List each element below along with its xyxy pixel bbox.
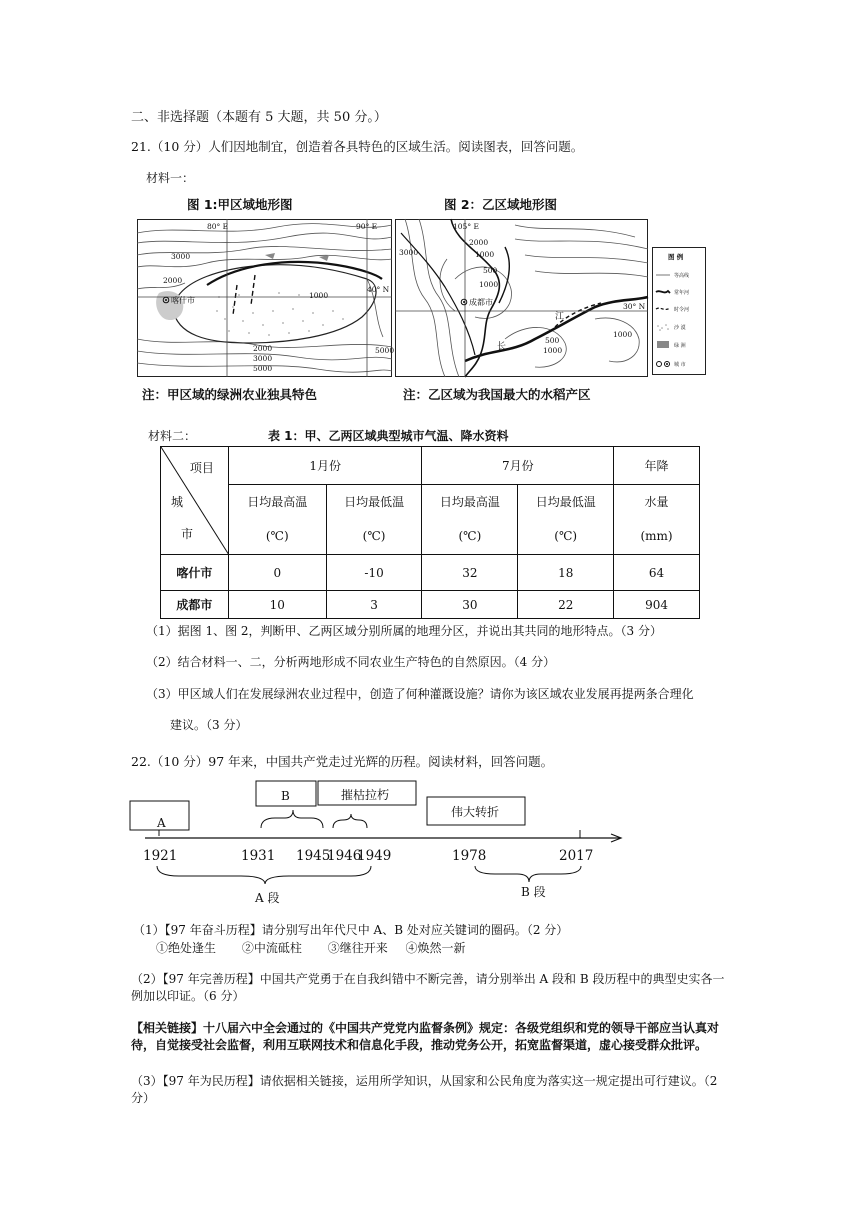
legend-title: 图 例	[668, 253, 684, 261]
city-cell: 喀什市	[161, 555, 229, 591]
fig2-c1000c: 1000	[543, 346, 563, 355]
year-1949: 1949	[357, 848, 392, 864]
year-1978: 1978	[452, 848, 487, 864]
value-cell: 32	[422, 555, 518, 591]
fig2-lat: 30° N	[623, 302, 646, 311]
jan-header: 1月份	[228, 447, 422, 485]
segment-b-label: B 段	[521, 885, 546, 899]
material1-label: 材料一：	[146, 171, 195, 185]
jan-min-header: 日均最低温	[326, 485, 422, 519]
value-cell: 30	[422, 591, 518, 619]
year-1921: 1921	[143, 848, 178, 864]
fig1-note: 注：甲区域的绿洲农业独具特色	[142, 387, 318, 402]
table-row	[161, 555, 700, 591]
fig1-r5000: 5000	[375, 346, 395, 355]
option-item: ④焕然一新	[405, 941, 466, 955]
fig2-c500b: 500	[545, 336, 560, 345]
precip-header-2: 水量	[614, 485, 700, 519]
fig2-c1000b: 1000	[479, 280, 499, 289]
value-cell: 18	[518, 555, 614, 591]
table-title: 表 1：甲、乙两区域典型城市气温、降水资料	[268, 429, 509, 443]
material2-label: 材料二：	[148, 429, 197, 443]
corner-item-label: 项目	[189, 461, 214, 475]
fig1-title: 图 1:甲区域地形图	[187, 197, 293, 212]
box-d-label: 伟大转折	[451, 805, 500, 819]
precip-unit: (mm)	[614, 519, 700, 555]
fig2-c1000a: 1000	[475, 250, 495, 259]
q22-sub1: （1）【97 年奋斗历程】请分别写出年代尺中 A、B 处对应关键词的圈码。（2 分）	[133, 923, 569, 937]
option-item: ①绝处逢生	[156, 941, 217, 955]
value-cell: 22	[518, 591, 614, 619]
fig1-c3000: 3000	[171, 252, 191, 261]
fig2-c500a: 500	[483, 266, 498, 275]
q22-intro: 22.（10 分）97 年来，中国共产党走过光辉的历程。阅读材料，回答问题。	[131, 754, 554, 769]
jan-max-header: 日均最高温	[228, 485, 326, 519]
value-cell: 0	[228, 555, 326, 591]
legend-item: 常年河	[674, 290, 690, 296]
year-1931: 1931	[241, 848, 276, 864]
fig1-map	[137, 219, 395, 377]
q21-sub1: （1）据图 1、图 2，判断甲、乙两区域分别所属的地理分区，并说出其共同的地形特点。（3 分）	[146, 624, 662, 638]
year-1946: 1946	[327, 848, 362, 864]
climate-table	[160, 446, 700, 619]
oasis-icon	[657, 341, 669, 348]
fig1-c1000: 1000	[309, 291, 329, 300]
legend-item: 时令河	[674, 307, 690, 313]
table-corner	[161, 447, 229, 555]
box-a-label: A	[157, 816, 166, 830]
fig2-city: 成都市	[469, 298, 493, 307]
value-cell: 3	[326, 591, 422, 619]
jul-max-header: 日均最高温	[422, 485, 518, 519]
fig1-city: 喀什市	[171, 296, 195, 305]
q21-sub3-cont: 建议。（3 分）	[170, 718, 248, 732]
option-item: ③继往开来	[327, 941, 388, 955]
value-cell: 904	[614, 591, 700, 619]
option-item: ②中流砥柱	[241, 941, 302, 955]
value-cell: -10	[326, 555, 422, 591]
unit-cell: (℃)	[326, 519, 422, 555]
q21-intro: 21.（10 分）人们因地制宜，创造着各具特色的区域生活。阅读图表，回答问题。	[131, 139, 584, 154]
city-cell: 成都市	[161, 591, 229, 619]
fig1-b5000: 5000	[253, 364, 273, 373]
fig2-note: 注：乙区域为我国最大的水稻产区	[403, 387, 591, 402]
value-cell: 10	[228, 591, 326, 619]
map-legend	[652, 247, 706, 375]
section-header: 二、非选择题（本题有 5 大题，共 50 分。）	[131, 110, 387, 125]
precip-header-1: 年降	[614, 447, 700, 485]
fig2-c3000: 3000	[399, 248, 419, 257]
corner-city-label-2: 市	[181, 527, 194, 541]
unit-cell: (℃)	[228, 519, 326, 555]
timeline-diagram	[125, 778, 635, 910]
fig1-c2000: 2000	[163, 276, 183, 285]
box-c-label: 摧枯拉朽	[341, 788, 390, 802]
legend-item: 绿 洲	[674, 343, 686, 349]
fig1-b3000: 3000	[253, 354, 273, 363]
corner-city-label: 城	[171, 495, 184, 509]
fig2-c2000: 2000	[469, 238, 489, 247]
unit-cell: (℃)	[422, 519, 518, 555]
fig2-lon: 105° E	[453, 222, 479, 231]
segment-a-label: A 段	[255, 891, 280, 905]
box-b-label: B	[281, 789, 290, 803]
year-2017: 2017	[559, 848, 594, 864]
year-1945: 1945	[296, 848, 331, 864]
fig2-c1000d: 1000	[613, 330, 633, 339]
related-link: 【相关链接】十八届六中全会通过的《中国共产党党内监督条例》规定：各级党组织和党的领导干部应当认真对待，自觉接受社会监督，利用互联网技术和信息化手段，推动党务公开，拓宽监督渠道，虚心接受群众批评。	[131, 1021, 720, 1052]
q22-sub3: （3）【97 年为民历程】请依据相关链接，运用所学知识，从国家和公民角度为落实这一规定提出可行建议。（2 分）	[131, 1074, 718, 1105]
value-cell: 64	[614, 555, 700, 591]
fig2-title: 图 2：乙区域地形图	[444, 197, 558, 212]
jul-min-header: 日均最低温	[518, 485, 614, 519]
jul-header: 7月份	[422, 447, 614, 485]
fig1-lon1: 80° E	[207, 222, 229, 231]
fig1-lon2: 90° E	[356, 222, 378, 231]
q21-sub3: （3）甲区域人们在发展绿洲农业过程中，创造了何种灌溉设施？请你为该区域农业发展再提两条合理化	[146, 687, 694, 701]
unit-cell: (℃)	[518, 519, 614, 555]
fig2-map	[395, 219, 648, 377]
fig2-river1: 江	[555, 312, 565, 322]
fig1-b2000: 2000	[253, 344, 273, 353]
q21-sub2: （2）结合材料一、二，分析两地形成不同农业生产特色的自然原因。（4 分）	[146, 655, 556, 669]
legend-item: 沙 漠	[674, 325, 686, 331]
table-row	[161, 591, 700, 619]
legend-item: 等高线	[674, 273, 690, 279]
legend-item: 城 市	[674, 362, 686, 368]
fig1-lat: 40° N	[367, 285, 390, 294]
fig2-river2: 长	[497, 342, 507, 352]
q22-options	[156, 939, 466, 956]
q22-sub2: （2）【97 年完善历程】中国共产党勇于在自我纠错中不断完善，请分别举出 A 段和 B 段历程中的典型史实各一例加以印证。（6 分）	[131, 972, 725, 1003]
